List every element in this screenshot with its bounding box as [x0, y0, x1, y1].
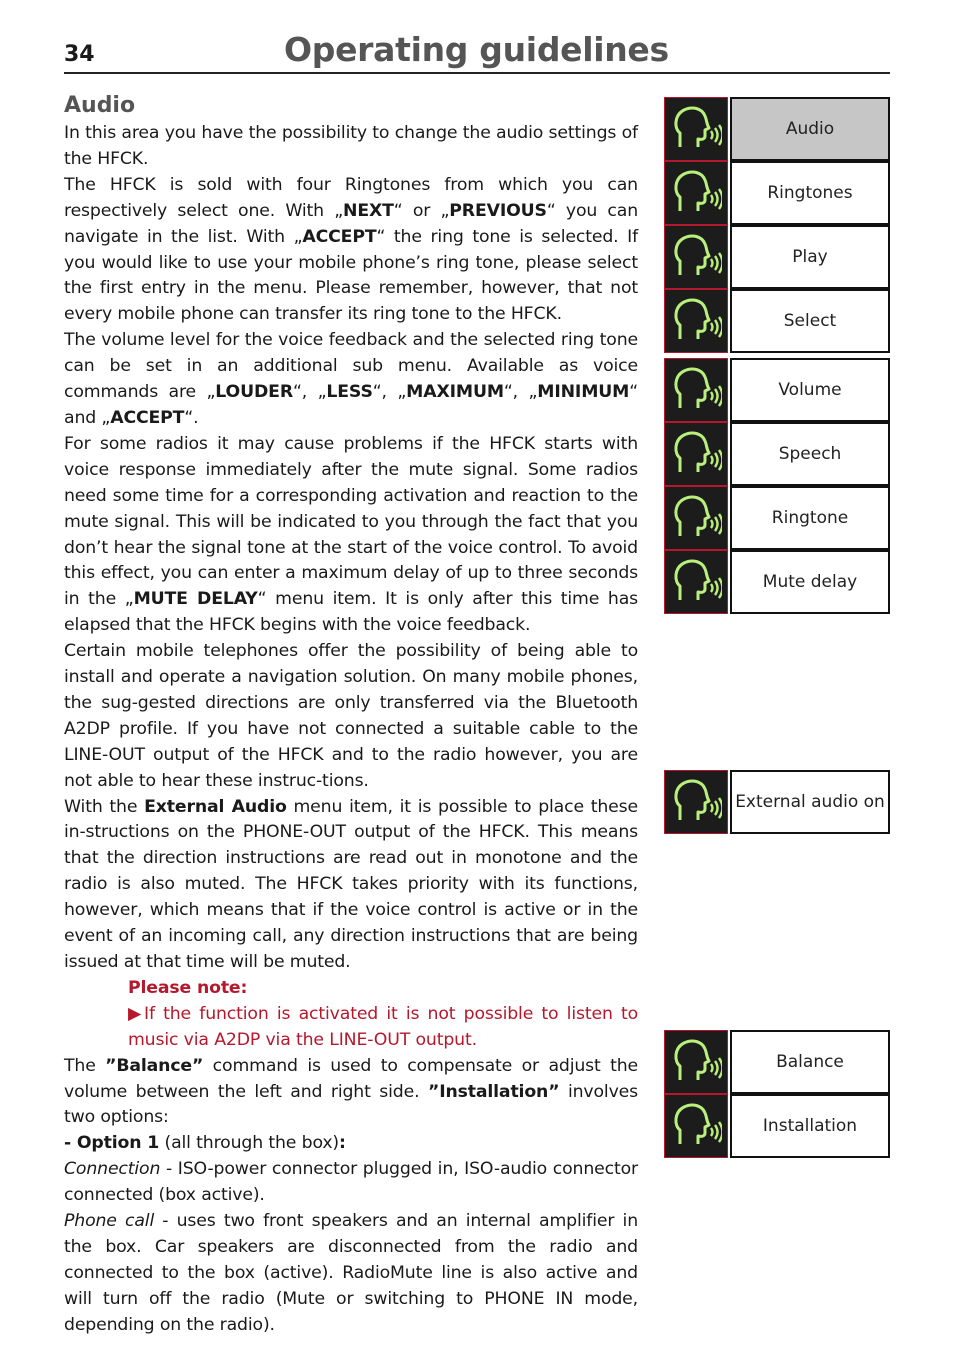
menu-group-audio	[664, 97, 890, 353]
menu-item-volume[interactable]	[664, 358, 890, 422]
speaking-head-icon	[664, 1094, 728, 1158]
menu-group-balance	[664, 1030, 890, 1158]
paragraph: The ”Balance” command is used to compensate or adjust the volume between the left and right side. ”Installation” involves two options:	[64, 1055, 638, 1128]
paragraph: Connection - ISO-power connector plugged in, ISO-audio connector connected (box active).	[64, 1159, 638, 1206]
paragraph: In this area you have the possibility to change the audio settings of the HFCK.	[64, 123, 638, 169]
menu-item-ringtone[interactable]	[664, 486, 890, 550]
paragraph: - Option 1 (all through the box):	[64, 1133, 346, 1154]
speaking-head-icon	[664, 486, 728, 550]
speaking-head-icon	[664, 550, 728, 614]
menu-item-ringtones[interactable]	[664, 161, 890, 225]
paragraph: Certain mobile telephones offer the possibility of being able to install and operate a navigation solution. On many mobile phones, the sug-gested directions are only transferred via the Bluetooth A2DP profile. If you have not connected a suitable cable to the LINE-OUT output of the HFCK and to the radio however, you are not able to hear these instruc-tions.	[64, 641, 638, 791]
paragraph: For some radios it may cause problems if the HFCK starts with voice response immediately after the mute signal. Some radios need some time for a corresponding activation and reaction to the mute signal. This will be indicated to you through the fact that you don’t hear the signal tone at the start of the voice control. To avoid this effect, you can enter a maximum delay of up to three seconds in the „MUTE DELAY“ menu item. It is only after this time has elapsed that the HFCK begins with the voice feedback.	[64, 433, 638, 636]
paragraph: With the External Audio menu item, it is possible to place these in-structions on the PHONE-OUT output of the HFCK. This means that the direction instructions are read out in monotone and the radio is also muted. The HFCK takes priority with its functions, however, which means that if the voice control is active or in the event of an incoming call, any direction instructions that are being issued at that time will be muted.	[64, 796, 638, 972]
speaking-head-icon	[664, 225, 728, 289]
menu-item-external-audio-on[interactable]	[664, 770, 890, 834]
menu-label: Balance	[730, 1030, 890, 1094]
menu-item-mute-delay[interactable]	[664, 550, 890, 614]
menu-item-select[interactable]	[664, 289, 890, 353]
menu-label: Audio	[730, 97, 890, 161]
menu-group-volume	[664, 358, 890, 614]
body-text	[64, 121, 638, 1339]
menu-label: Select	[730, 289, 890, 353]
note-text: ▶If the function is activated it is not possible to listen to music via A2DP via the LINE-OUT output.	[128, 1003, 639, 1050]
page-number: 34	[64, 42, 95, 67]
menu-label: Installation	[730, 1094, 890, 1158]
menu-item-audio[interactable]	[664, 97, 890, 161]
menu-item-installation[interactable]	[664, 1094, 890, 1158]
menu-item-speech[interactable]	[664, 422, 890, 486]
menu-label: Ringtone	[730, 486, 890, 550]
menu-label: External audio on	[730, 770, 890, 834]
menu-label: Play	[730, 225, 890, 289]
menu-group-external-audio	[664, 770, 890, 834]
speaking-head-icon	[664, 161, 728, 225]
speaking-head-icon	[664, 770, 728, 834]
paragraph: Phone call - uses two front speakers and an internal amplifier in the box. Car speakers are disconnected from the radio and connected to the box (active). RadioMute line is also active and will turn off the radio (Mute or switching to PHONE IN mode, depending on the radio).	[64, 1211, 638, 1335]
header-rule	[64, 72, 890, 74]
menu-label: Speech	[730, 422, 890, 486]
menu-item-balance[interactable]	[664, 1030, 890, 1094]
menu-label: Volume	[730, 358, 890, 422]
section-title: Audio	[64, 93, 136, 118]
speaking-head-icon	[664, 422, 728, 486]
speaking-head-icon	[664, 358, 728, 422]
speaking-head-icon	[664, 1030, 728, 1094]
menu-label: Mute delay	[730, 550, 890, 614]
menu-label: Ringtones	[730, 161, 890, 225]
page-title: Operating guidelines	[284, 30, 669, 69]
speaking-head-icon	[664, 289, 728, 353]
speaking-head-icon	[664, 97, 728, 161]
menu-item-play[interactable]	[664, 225, 890, 289]
note-title: Please note:	[128, 977, 248, 998]
arrow-icon: ▶	[128, 1003, 145, 1024]
paragraph: The volume level for the voice feedback and the selected ring tone can be set in an additional sub menu. Available as voice commands are „LOUDER“, „LESS“, „MAXIMUM“, „MINIMUM“ and „ACCEPT“.	[64, 330, 639, 428]
paragraph: The HFCK is sold with four Ringtones from which you can respectively select one. With „NEXT“ or „PREVIOUS“ you can navigate in the list. With „ACCEPT“ the ring tone is selected. If you would like to use your mobile phone’s ring tone, please select the first entry in the menu. Please remember, however, that not every mobile phone can transfer its ring tone to the HFCK.	[64, 174, 639, 325]
